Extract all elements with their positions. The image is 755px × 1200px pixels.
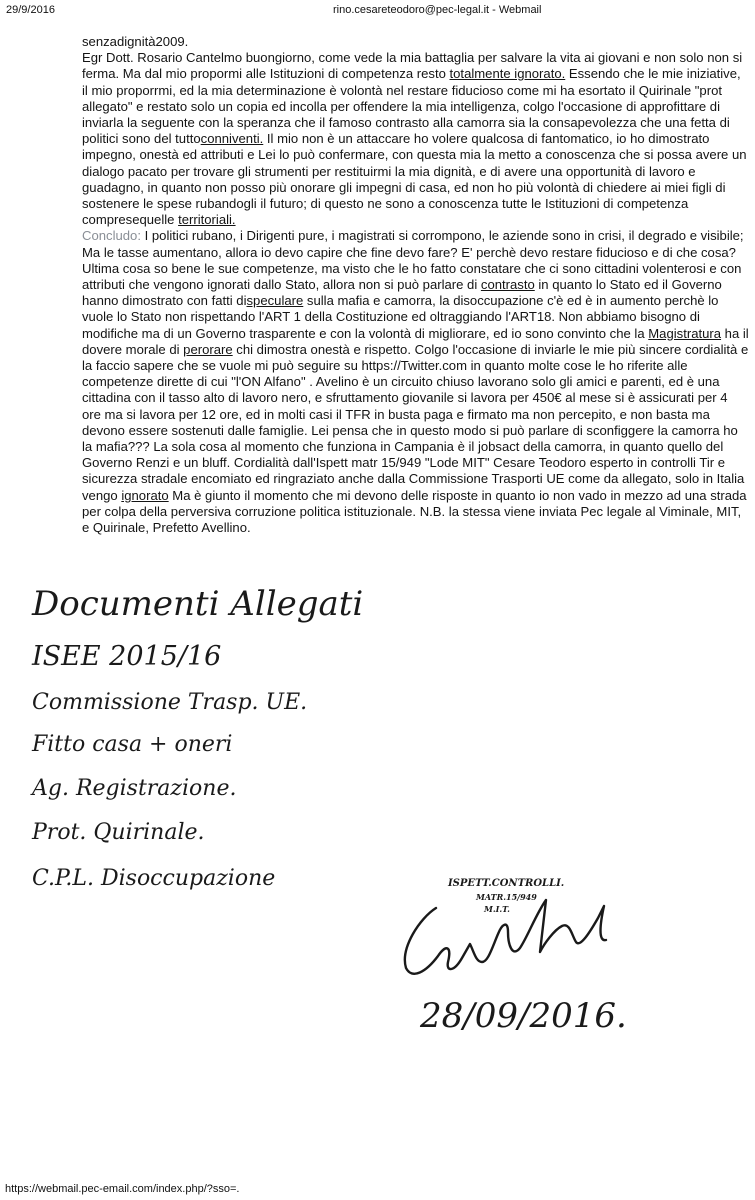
official-stamp (447, 878, 564, 914)
handwritten-item: C.P.L. Disoccupazione (32, 866, 276, 891)
text-segment: in quanto lo Stato ed il Governo hanno dimostrato con fatti di (82, 277, 722, 309)
stamp-line: ISPETT.CONTROLLI. (448, 878, 565, 889)
text-segment: Essendo che le mie iniziative, il mio proporrmi, ed la mia determinazione è volontà nel restare fiducioso come mi ha esortato il Quirinale "prot allegato" e restato solo un copia ed incolla per offendere la mia intelligenza, colgo l'occasione di approfittare di inviarla la seguente con la speranza che il famoso contrasto alla camorra sia la consapevolezza che una fetta di politici sono del tutto (82, 66, 741, 147)
stamp-line: MATR.15/949 (476, 892, 537, 902)
underlined-text: Magistratura (648, 325, 722, 341)
underlined-text: perorare (183, 341, 233, 357)
underlined-text: speculare (246, 293, 304, 309)
footer-url[interactable]: https://webmail.pec-email.com/index.php/?sso=. (5, 1183, 240, 1195)
handwritten-item: ISEE 2015/16 (32, 641, 222, 672)
stamp-line: M.I.T. (484, 904, 510, 914)
page-title: rino.cesareteodoro@pec-legal.it - Webmail (333, 4, 542, 16)
handwritten-date: 28/09/2016. (420, 996, 627, 1036)
text-segment: ha il dovere morale di (82, 325, 749, 357)
handwritten-heading: Documenti Allegati (32, 584, 364, 624)
underlined-text: conniventi. (200, 131, 264, 147)
concludo-label: Concludo: (82, 228, 145, 244)
text-segment: chi dimostra onestà e rispetto. Colgo l'occasione di inviarle le mie più sincere cordialità e la faccio sapere che se vuole mi può seguire su https://Twitter.com in quanto molte cose le ho riferite alle competenze dirette di cui "l'ON Alfano" . Avelino è un circuito chiuso lavorano solo gli amici e parenti, ed è una cittadina con il tasso alto di lavoro nero, e sfruttamento giovanile si lavora per 450€ al mese si è assicurati per 4 ore ma si lavora per 12 ore, ed in molti casi il TFR in busta paga e firmato ma non percepito, e non basta ma devono essere sostenuti dalle famiglie. Lei pensa che in questo modo si può parlare di sconfiggere la camorra ho la mafia??? La sola cosa al momento che funziona in Campania è il jobsact della camorra, in quanto quello del Governo Renzi e un bluff. Cordialità dall'Ispett matr 15/949 "Lode MIT" Cesare Teodoro esperto in controlli Tir e sicurezza stradale encomiato ed ringraziato anche dalla Commissione Trasporti UE come da allegato, solo in Italia vengo (82, 341, 749, 503)
text-segment: Ma è giunto il momento che mi devono delle risposte in quanto io non vado in mezzo ad una strada per colpa della perversiva corruzione politica istituzionale. N.B. la stessa viene inviata Pec legale al Viminale, MIT, e Quirinale, Prefetto Avellino. (82, 487, 747, 536)
handwritten-item: Prot. Quirinale. (32, 820, 205, 845)
underlined-text: totalmente ignorato. (449, 66, 566, 82)
text-segment: I politici rubano, i Dirigenti pure, i magistrati si corrompono, le aziende sono in crisi, il degrado e visibile; Ma le tasse aumentano, allora io devo capire che fine devo fare? E' perchè devo restare fiducioso e di che cosa? Ultima cosa so bene le sue competenze, ma visto che le ho fatto constatare che ci sono cittadini volenterosi e con attributi che vengono ignorati dallo Stato, allora non si può parlare di (82, 228, 744, 293)
handwritten-item: Fitto casa + oneri (32, 732, 233, 757)
subject-line: senzadignità2009. (82, 34, 189, 49)
print-date: 29/9/2016 (6, 4, 55, 16)
handwritten-item: Ag. Registrazione. (32, 776, 237, 801)
text-segment: sulla mafia e camorra, la disoccupazione c'è ed è in aumento perchè lo vuole lo Stato non rispettando l'ART 1 della Costituzione ed oltraggiando l'ART18. Non abbiamo bisogno di modifiche ma di un Governo trasparente e con la volontà di migliorare, ed io sono convinto che la (82, 293, 719, 341)
text-segment: Egr Dott. Rosario Cantelmo buongiorno, come vede la mia battaglia per salvare la vita ai giovani e non solo non si ferma. Ma dal mio propormi alle Istituzioni di competenza resto (82, 50, 743, 82)
handwritten-item: Commissione Trasp. UE. (32, 690, 308, 715)
underlined-text: territoriali. (178, 212, 236, 228)
text-segment: Il mio non è un attaccare ho volere qualcosa di fantomatico, io ho dimostrato impegno, onestà ed attributi e Lei lo può confermare, con questa mia la metto a conoscenza che si possa avere un dialogo pacato per trovare gli strumenti per restituirmi la mia dignità, e di avere una opportunità di lavoro e guadagno, in quanto non posso più onorare gli impegni di casa, ed non ho più volontà di chiedere ai miei figli di sostenere le spese rubandogli il futuro; di questo ne sono a conoscenza tutte le Istituzioni di competenza compresequelle (82, 131, 747, 228)
underlined-text: ignorato (121, 487, 169, 503)
underlined-text: contrasto (480, 277, 535, 293)
